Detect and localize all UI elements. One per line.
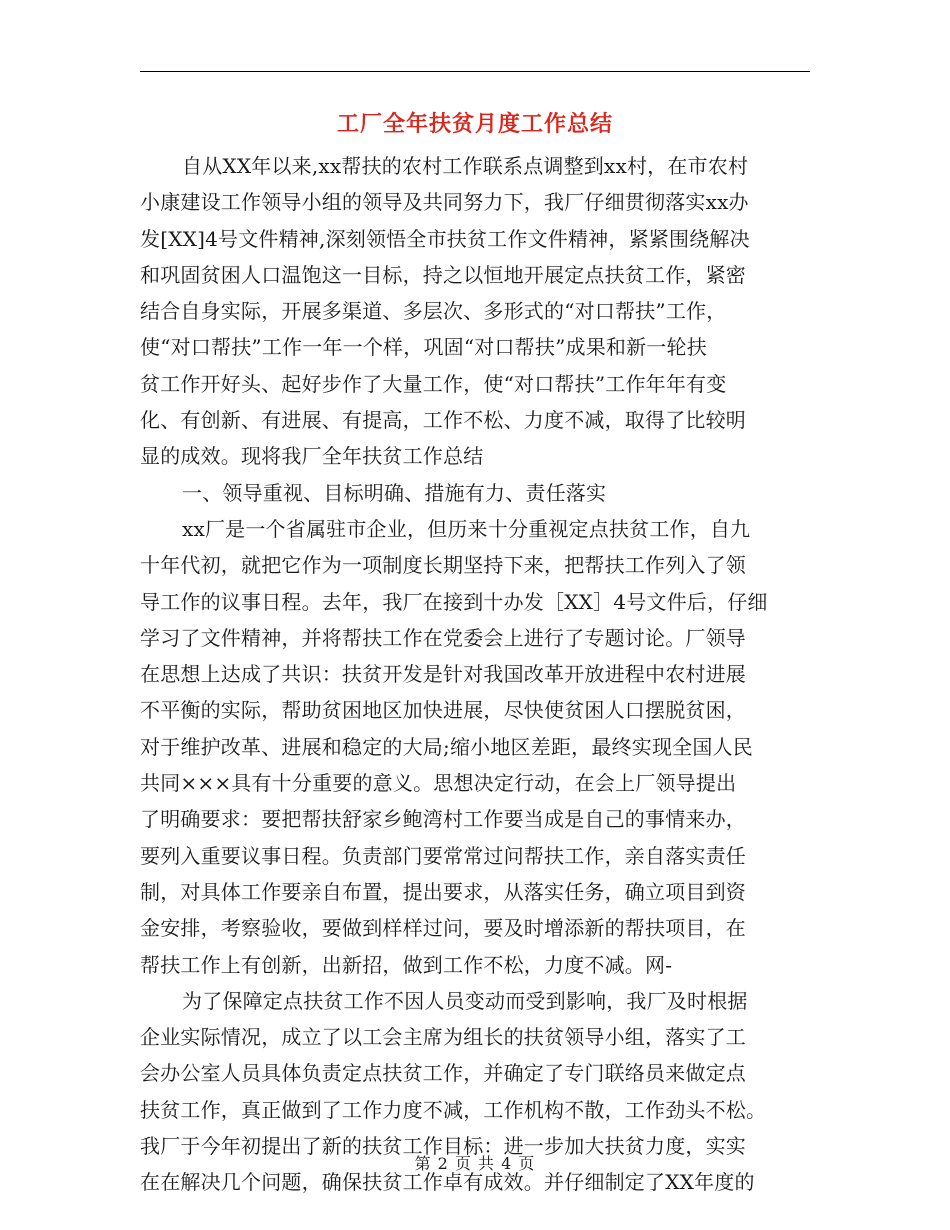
paragraph-line: 小康建设工作领导小组的领导及共同努力下，我厂仔细贯彻落实xx办 — [140, 190, 749, 215]
document-title: 工厂全年扶贫月度工作总结 — [336, 112, 613, 137]
paragraph-line: 在思想上达成了共识：扶贫开发是针对我国改革开放进程中农村进展 — [140, 662, 746, 687]
paragraph-line: 贫工作开好头、起好步作了大量工作，使“对口帮扶”工作年年有变 — [140, 371, 727, 396]
paragraph-line: 共同×××具有十分重要的意义。思想决定行动，在会上厂领导提出 — [140, 771, 737, 796]
paragraph-line: xx厂是一个省属驻市企业，但历来十分重视定点扶贫工作，自九 — [182, 516, 751, 541]
paragraph-line: 在在解决几个问题，确保扶贫工作卓有成效。并仔细制定了XX年度的 — [140, 1170, 755, 1195]
header-rule — [140, 71, 810, 72]
paragraph-line: 显的成效。现将我厂全年扶贫工作总结 — [140, 444, 484, 469]
paragraph-line: 要列入重要议事日程。负责部门要常常过问帮扶工作，亲自落实责任 — [140, 843, 746, 868]
paragraph-line: 企业实际情况，成立了以工会主席为组长的扶贫领导小组，落实了工 — [140, 1025, 746, 1050]
paragraph-line: 了明确要求：要把帮扶舒家乡鲍湾村工作要当成是自己的事情来办， — [140, 807, 746, 832]
paragraph-line: 制，对具体工作要亲自布置，提出要求，从落实任务，确立项目到资 — [140, 879, 746, 904]
paragraph-line: 导工作的议事日程。去年，我厂在接到十办发［XX］4号文件后，仔细 — [140, 589, 768, 614]
paragraph-line: 结合自身实际，开展多渠道、多层次、多形式的“对口帮扶”工作， — [140, 299, 727, 324]
paragraph-line: 和巩固贫困人口温饱这一目标，持之以恒地开展定点扶贫工作，紧密 — [140, 262, 746, 287]
paragraph-line: 我厂于今年初提出了新的扶贫工作目标：进一步加大扶贫力度，实实 — [140, 1134, 746, 1159]
paragraph-line: 发[XX]4号文件精神,深刻领悟全市扶贫工作文件精神，紧紧围绕解决 — [140, 226, 750, 251]
section-heading: 一、领导重视、目标明确、措施有力、责任落实 — [182, 480, 607, 505]
document-body — [140, 148, 820, 1201]
paragraph-line: 学习了文件精神，并将帮扶工作在党委会上进行了专题讨论。厂领导 — [140, 625, 746, 650]
paragraph-line: 使“对口帮扶”工作一年一个样，巩固“对口帮扶”成果和新一轮扶 — [140, 335, 707, 360]
paragraph-line: 不平衡的实际，帮助贫困地区加快进展，尽快使贫困人口摆脱贫困， — [140, 698, 746, 723]
paragraph-line: 自从XX年以来,xx帮扶的农村工作联系点调整到xx村，在市农村 — [182, 154, 749, 178]
paragraph-line: 十年代初，就把它作为一项制度长期坚持下来，把帮扶工作列入了领 — [140, 553, 746, 578]
paragraph-line: 帮扶工作上有创新，出新招，做到工作不松，力度不减。网- — [140, 952, 673, 977]
paragraph-line: 对于维护改革、进展和稳定的大局;缩小地区差距，最终实现全国人民 — [140, 734, 753, 759]
paragraph-line: 化、有创新、有进展、有提高，工作不松、力度不减，取得了比较明 — [140, 408, 746, 433]
paragraph-line: 金安排，考察验收，要做到样样过问，要及时增添新的帮扶项目，在 — [140, 916, 746, 941]
paragraph-line: 扶贫工作，真正做到了工作力度不减，工作机构不散，工作劲头不松。 — [140, 1097, 767, 1122]
page-number-footer: 第 2 页 共 4 页 — [414, 1154, 536, 1173]
paragraph-line: 会办公室人员具体负责定点扶贫工作，并确定了专门联络员来做定点 — [140, 1061, 746, 1086]
paragraph-line: 为了保障定点扶贫工作不因人员变动而受到影响，我厂及时根据 — [182, 988, 748, 1013]
